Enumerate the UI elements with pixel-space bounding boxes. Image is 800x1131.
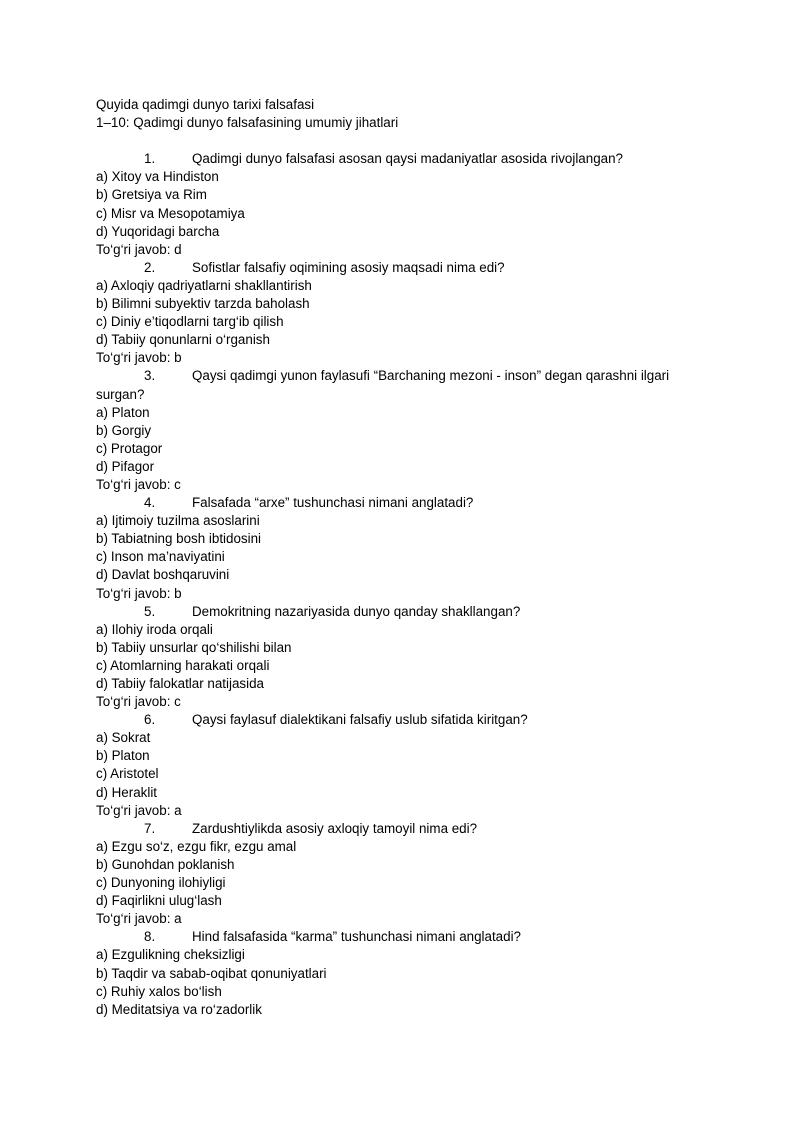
question-text: Demokritning nazariyasida dunyo qanday shakllangan? (192, 603, 521, 619)
answer-option: d) Yuqoridagi barcha (96, 223, 220, 239)
answer-option: c) Protagor (96, 440, 163, 456)
answer-option: b) Gunohdan poklanish (96, 856, 235, 872)
question-8 (96, 928, 696, 946)
question-6 (96, 711, 696, 729)
answer-option: b) Tabiiy unsurlar qo‘shilishi bilan (96, 639, 292, 655)
answer-option: d) Pifagor (96, 458, 155, 474)
answer-option: d) Heraklit (96, 784, 158, 800)
answer-option: d) Tabiiy falokatlar natijasida (96, 676, 264, 691)
answer-option: b) Bilimni subyektiv tarzda baholash (96, 296, 310, 312)
section-heading: 1–10: Qadimgi dunyo falsafasining umumiy jihatlari (96, 115, 399, 131)
answer-option: b) Gretsiya va Rim (96, 187, 207, 203)
answer-option: c) Misr va Mesopotamiya (96, 205, 245, 221)
correct-answer: To‘g‘ri javob: d (96, 241, 182, 257)
answer-option: c) Inson ma’naviyatini (96, 549, 225, 565)
answer-option: d) Faqirlikni ulug‘lash (96, 893, 222, 909)
question-number: 7. (144, 820, 156, 836)
question-5 (96, 603, 696, 621)
question-2 (96, 259, 696, 277)
question-text: Falsafada “arxe” tushunchasi nimani anglatadi? (192, 495, 474, 511)
answer-option: b) Platon (96, 748, 150, 764)
answer-option: b) Tabiatning bosh ibtidosini (96, 531, 262, 547)
question-text: Sofistlar falsafiy oqimining asosiy maqsadi nima edi? (192, 259, 505, 275)
question-number: 2. (144, 259, 156, 275)
question-3 (96, 367, 696, 385)
question-text: Qadimgi dunyo falsafasi asosan qaysi madaniyatlar asosida rivojlangan? (192, 151, 623, 167)
answer-option: d) Davlat boshqaruvini (96, 567, 230, 583)
answer-option: d) Tabiiy qonunlarni o‘rganish (96, 332, 270, 348)
question-text: Qaysi qadimgi yunon faylasufi “Barchaning mezoni - inson” degan qarashni ilgari (192, 368, 670, 384)
question-number: 1. (144, 151, 156, 167)
answer-option: a) Sokrat (96, 730, 151, 746)
answer-option: a) Ezgulikning cheksizligi (96, 947, 245, 963)
answer-option: b) Gorgiy (96, 422, 152, 438)
correct-answer: To‘g‘ri javob: b (96, 585, 182, 601)
answer-option: d) Meditatsiya va ro‘zadorlik (96, 1001, 262, 1017)
answer-option: a) Ezgu so‘z, ezgu fikr, ezgu amal (96, 838, 297, 854)
correct-answer: To‘g‘ri javob: a (96, 802, 182, 818)
answer-option: a) Axloqiy qadriyatlarni shakllantirish (96, 277, 312, 293)
spacer (96, 132, 696, 150)
answer-option: a) Xitoy va Hindiston (96, 169, 219, 185)
answer-option: b) Taqdir va sabab-oqibat qonuniyatlari (96, 965, 327, 981)
question-list (96, 150, 696, 1019)
question-text: Hind falsafasida “karma” tushunchasi nimani anglatadi? (192, 929, 521, 945)
question-1 (96, 150, 696, 168)
question-4 (96, 494, 696, 512)
correct-answer: To‘g‘ri javob: b (96, 350, 182, 366)
document-page (96, 96, 696, 1019)
answer-option: c) Atomlarning harakati orqali (96, 657, 270, 673)
answer-option: c) Ruhiy xalos bo‘lish (96, 983, 222, 999)
answer-option: c) Diniy e’tiqodlarni targ‘ib qilish (96, 314, 284, 330)
correct-answer: To‘g‘ri javob: c (96, 476, 181, 492)
question-number: 3. (144, 368, 156, 384)
answer-option: a) Ijtimoiy tuzilma asoslarini (96, 513, 260, 529)
correct-answer: To‘g‘ri javob: a (96, 911, 182, 927)
answer-option: a) Ilohiy iroda orqali (96, 621, 213, 637)
question-text-continued: surgan? (96, 386, 145, 402)
document-title: Quyida qadimgi dunyo tarixi falsafasi (96, 97, 315, 112)
question-text: Qaysi faylasuf dialektikani falsafiy uslub sifatida kiritgan? (192, 712, 528, 728)
question-number: 6. (144, 712, 156, 728)
question-number: 5. (144, 603, 156, 619)
question-number: 4. (144, 495, 156, 511)
answer-option: c) Dunyoning ilohiyligi (96, 875, 226, 891)
answer-option: c) Aristotel (96, 766, 159, 782)
question-text: Zardushtiylikda asosiy axloqiy tamoyil nima edi? (192, 820, 478, 836)
answer-option: a) Platon (96, 404, 150, 420)
question-7 (96, 820, 696, 838)
question-number: 8. (144, 929, 156, 945)
correct-answer: To‘g‘ri javob: c (96, 694, 181, 710)
